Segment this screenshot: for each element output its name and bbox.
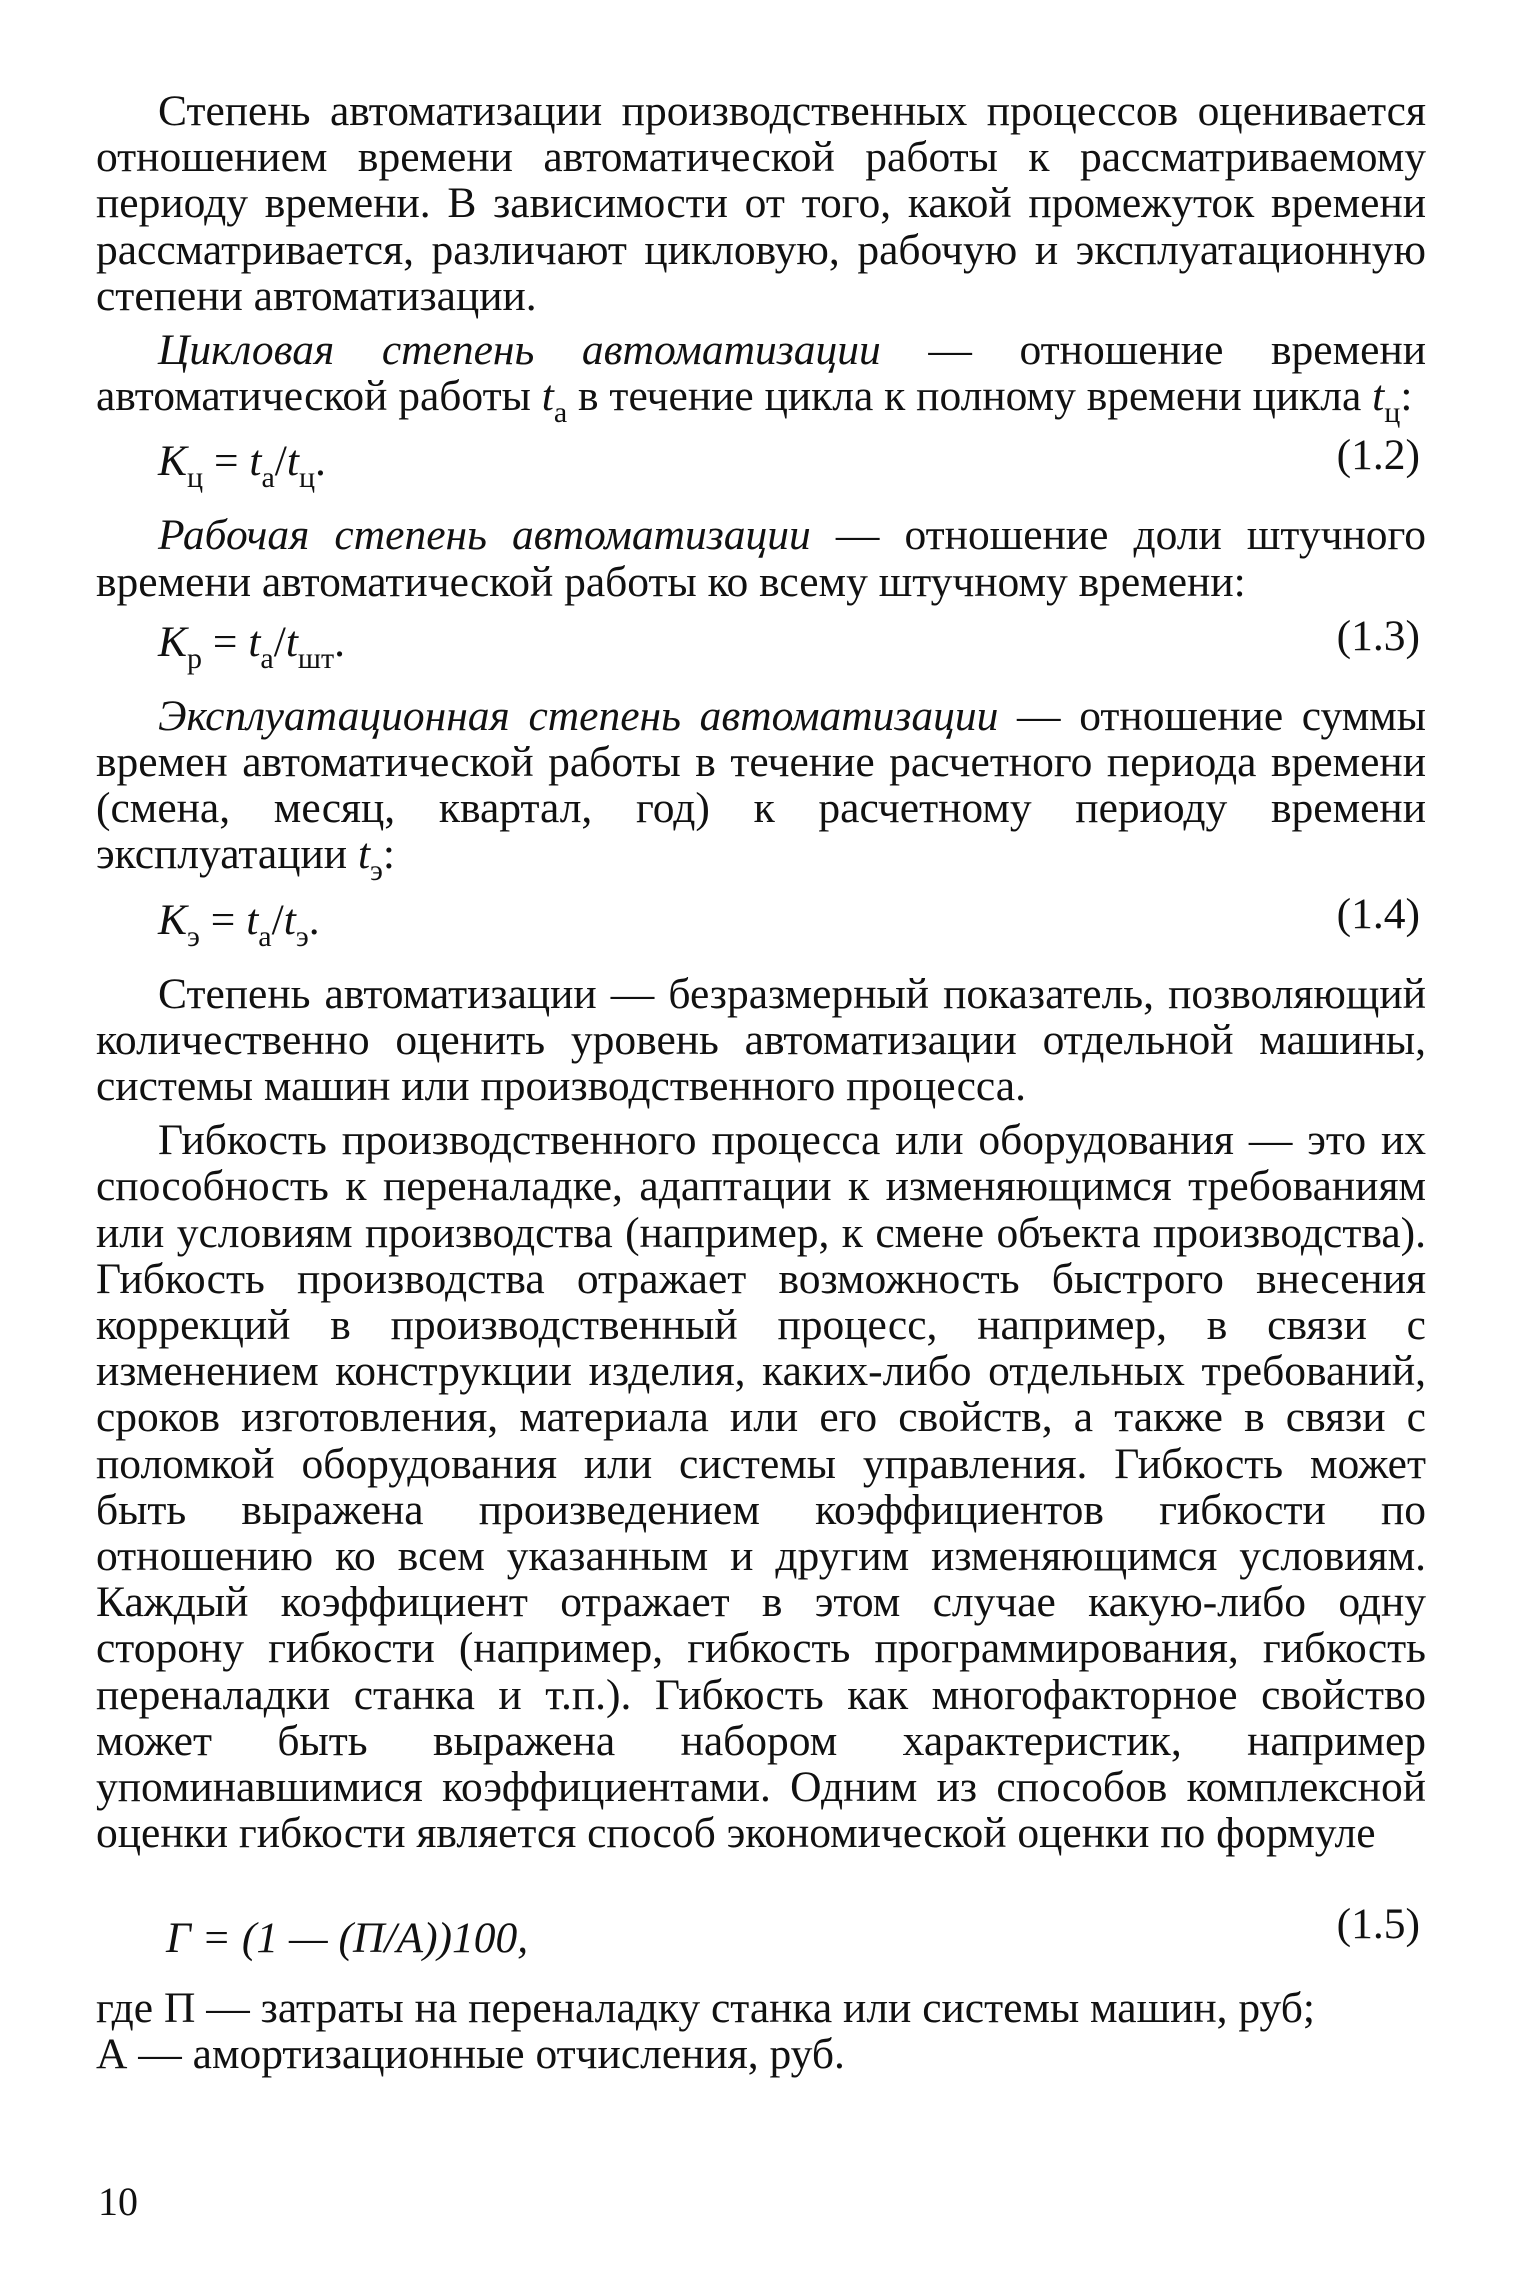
paragraph-operational-degree: Эксплуатационная степень автоматизации — отношение суммы времен автоматической работы в течение расчетного периода времени (смена, месяц, квартал, год) к расчетному периоду времени эксплуатации $t_э$: <box>96 691 1426 888</box>
formula-legend <box>96 1985 1426 2077</box>
formula-1-2 <box>96 428 1426 502</box>
paragraph-working-degree: Рабочая степень автоматизации — отношение доли штучного времени автоматической работы ко всему штучному времени: <box>96 511 1426 606</box>
formula-1-2-expression: $K_ц = t_а/t_ц$. <box>158 437 326 495</box>
formula-1-5 <box>96 1885 1426 1975</box>
formula-1-2-number: (1.2) <box>1336 431 1420 480</box>
legend-line-p: где П — затраты на переналадку станка или системы машин, руб; <box>96 1983 1315 2032</box>
formula-1-4-expression: $K_э = t_а/t_э$. <box>158 895 320 953</box>
paragraph-intro: Степень автоматизации производственных процессов оценивается отношением времени автоматической работы к рассматриваемому периоду времени. В зависимости от того, какой промежуток времени рассматривается, различают цикловую, рабочую и эксплуатационную степени автоматизации. <box>96 87 1426 320</box>
term-cycle-degree: Цикловая степень автоматизации <box>158 326 881 375</box>
formula-1-5-expression: Г = (1 — (П/А))100, <box>166 1913 529 1962</box>
page-body <box>96 88 1426 2077</box>
paragraph-dimensionless: Степень автоматизации — безразмерный показатель, позволяющий количественно оценить уровень автоматизации отдельной машины, системы машин или производственного процесса. <box>96 969 1426 1111</box>
formula-1-5-number: (1.5) <box>1336 1899 1420 1948</box>
paragraph-cycle-degree: Цикловая степень автоматизации — отношение времени автоматической работы $t_а$ в течение цикла к полному времени цикла $t_ц$: <box>96 326 1427 430</box>
formula-1-4-number: (1.4) <box>1336 889 1420 938</box>
legend-line-a: А — амортизационные отчисления, руб. <box>96 2029 845 2078</box>
term-operational-degree: Эксплуатационная степень автоматизации <box>158 691 999 740</box>
formula-1-3-number: (1.3) <box>1336 611 1420 660</box>
paragraph-flexibility: Гибкость производственного процесса или оборудования — это их способность к переналадке, адаптации к изменяющимся требованиям или условиям производства (например, к смене объекта производства). Гибкость производства отражает возможность быстрого внесения коррекций в производственный процесс, например, в связи с изменением конструкции изделия, каких-либо отдельных требований, сроков изготовления, материала или его свойств, а также в связи с поломкой оборудования или системы управления. Гибкость может быть выражена произведением коэффициентов гибкости по отношению ко всем указанным и другим изменяющимся условиям. Каждый коэффициент отражает в этом случае какую-либо одну сторону гибкости (например, гибкость программирования, гибкость переналадки станка и т.п.). Гибкость как многофакторное свойство может быть выражена набором характеристик, например упоминавшимися коэффициентами. Одним из способов комплексной оценки гибкости является способ экономической оценки по формуле <box>96 1116 1426 1858</box>
formula-1-3-expression: $K_р = t_а/t_{шт}$. <box>158 617 346 675</box>
formula-1-3 <box>96 609 1426 683</box>
page-number: 10 <box>98 2179 138 2224</box>
term-working-degree: Рабочая степень автоматизации <box>158 511 811 560</box>
formula-1-4 <box>96 887 1426 961</box>
